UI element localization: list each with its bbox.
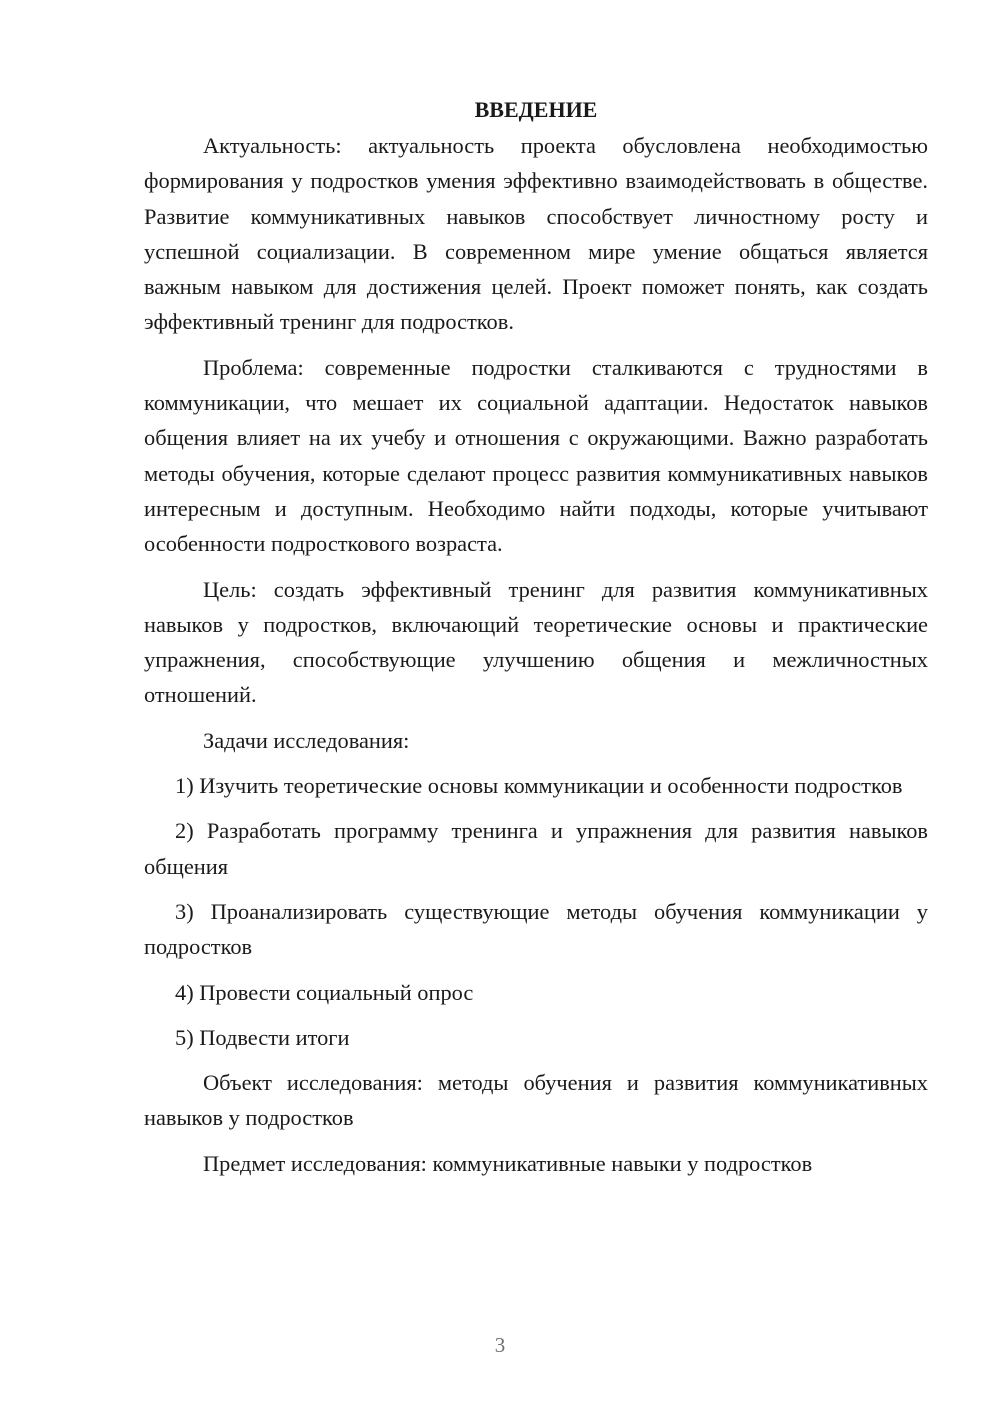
page-number: 3 (494, 1333, 506, 1357)
task-item-2: 2) Разработать программу тренинга и упражнения для развития навыков общения (144, 818, 928, 879)
paragraph-subject: Предмет исследования: коммуникативные навыки у подростков (203, 1150, 813, 1176)
page-title: ВВЕДЕНИЕ (474, 97, 598, 122)
paragraph-relevance: Актуальность: актуальность проекта обусловлена необходимостью формирования у подростков умения эффективно взаимодействовать в обществе. Развитие коммуникативных навыков способствует личностному росту и успешной социализации. В современном мире умение общаться является важным навыком для достижения целей. Проект поможет понять, как создать эффективный тренинг для подростков. (144, 133, 928, 335)
paragraph-object: Объект исследования: методы обучения и развития коммуникативных навыков у подростков (144, 1070, 928, 1131)
task-item-4: 4) Провести социальный опрос (175, 979, 474, 1005)
task-item-3: 3) Проанализировать существующие методы обучения коммуникации у подростков (144, 898, 928, 960)
paragraph-goal: Цель: создать эффективный тренинг для развития коммуникативных навыков у подростков, включающий теоретические основы и практические упражнения, способствующие улучшению общения и межличностных отношений. (144, 576, 928, 708)
tasks-heading: Задачи исследования: (203, 727, 410, 753)
document-page (144, 94, 928, 1191)
task-item-5: 5) Подвести итоги (175, 1024, 350, 1050)
paragraph-problem: Проблема: современные подростки сталкиваются с трудностями в коммуникации, что мешает их социальной адаптации. Недостаток навыков общения влияет на их учебу и отношения с окружающими. Важно разработать методы обучения, которые сделают процесс развития коммуникативных навыков интересным и доступным. Необходимо найти подходы, которые учитывают особенности подросткового возраста. (144, 354, 928, 557)
task-item-1: 1) Изучить теоретические основы коммуникации и особенности подростков (175, 773, 903, 799)
